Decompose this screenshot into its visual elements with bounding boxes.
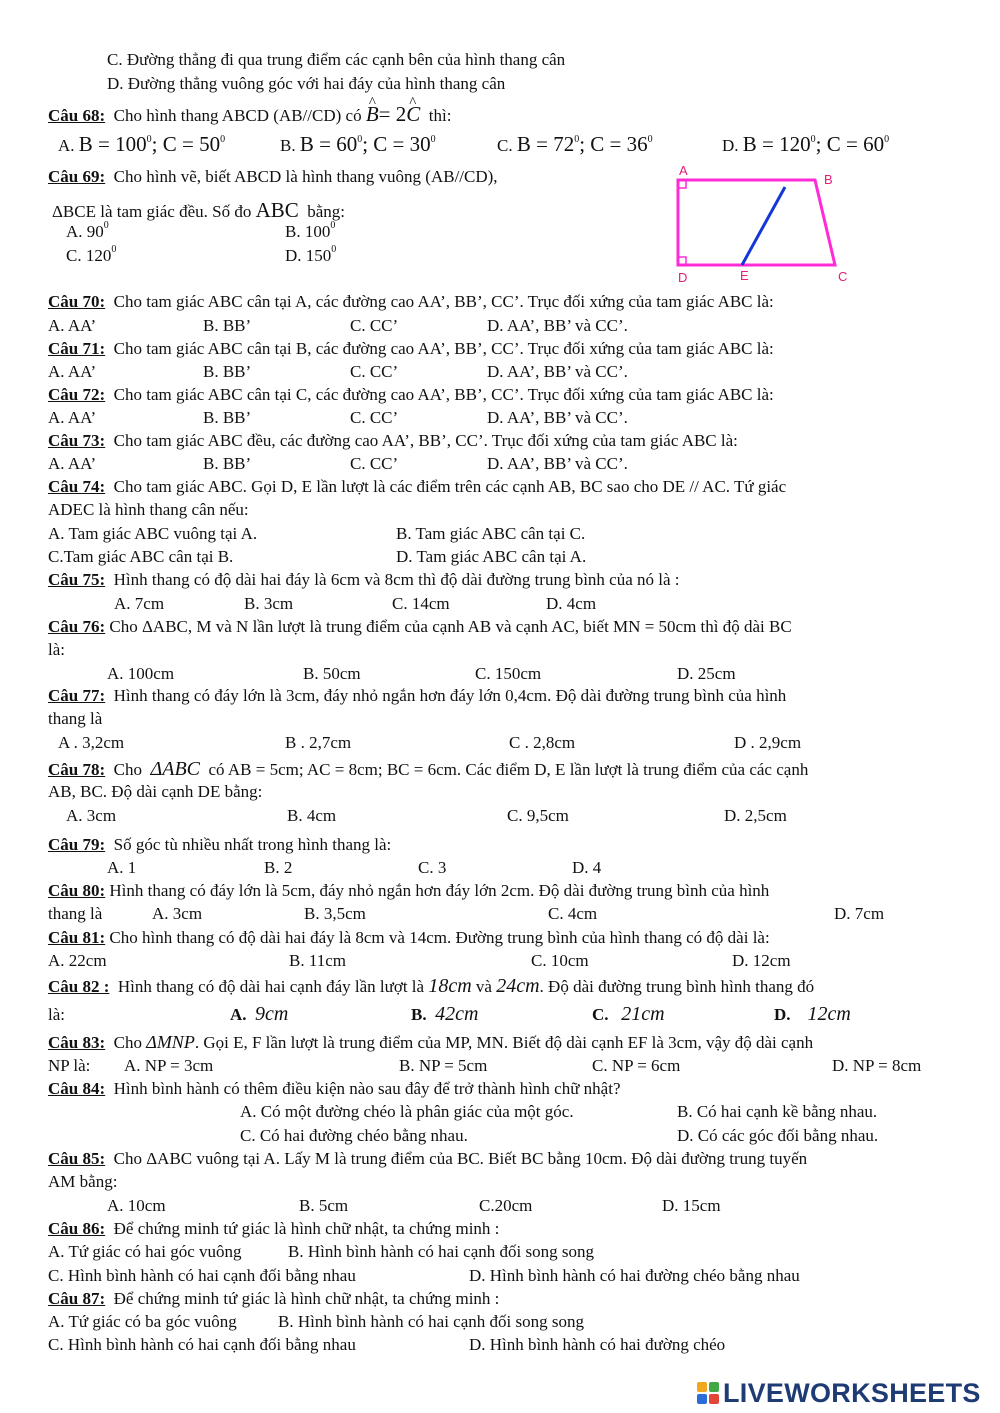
math-angle: ABC — [255, 198, 299, 222]
answer-value: B = 72 — [516, 132, 575, 156]
answer-b[interactable]: B. BB’ — [203, 454, 252, 473]
question-label: Câu 82 : — [48, 977, 110, 996]
question-text: AM bằng: — [48, 1172, 118, 1191]
question-text: Hình thang có độ dài hai cạnh đáy lần lượt là — [117, 977, 425, 996]
answer-value: ; C = 36 — [579, 132, 648, 156]
answer-c[interactable]: C. 9,5cm — [507, 806, 569, 825]
question-text: có AB = 5cm; AC = 8cm; BC = 6cm. Các điểm D, E lần lượt là trung điểm của các cạnh — [208, 760, 809, 779]
answer-d[interactable]: D. 12cm — [732, 951, 791, 970]
answer-letter: C. — [592, 1005, 609, 1024]
question-73 — [48, 431, 738, 451]
math-text: = 2 — [378, 102, 407, 126]
answer-c[interactable]: C. 4cm — [548, 904, 598, 923]
question-label: Câu 79: — [48, 835, 106, 854]
question-text: thang là — [48, 904, 103, 923]
answer-b[interactable]: B . 2,7cm — [285, 733, 352, 752]
question-text: Cho tam giác ABC cân tại C, các đường cao AA’, BB’, CC’. Trục đối xứng của tam giác ABC là: — [113, 385, 774, 404]
trapezoid-abcd — [678, 180, 835, 265]
question-84 — [48, 1079, 621, 1099]
label-a: A — [679, 163, 688, 178]
question-69 — [48, 167, 498, 187]
question-label: Câu 81: — [48, 928, 106, 947]
question-text: Cho ΔABC, M và N lần lượt là trung điểm của cạnh AB và cạnh AC, biết MN = 50cm thì độ dài BC — [109, 617, 792, 636]
question-label: Câu 83: — [48, 1033, 106, 1052]
answer-a[interactable]: A. 22cm — [48, 951, 107, 970]
question-label: Câu 80: — [48, 881, 106, 900]
answer-value: 12cm — [807, 1003, 851, 1025]
answer-d[interactable]: D. AA’, BB’ và CC’. — [487, 362, 628, 381]
answer-c[interactable] — [497, 134, 653, 156]
answer-c[interactable]: C. CC’ — [350, 316, 399, 335]
logo-tile — [709, 1394, 719, 1404]
question-label: Câu 76: — [48, 617, 106, 636]
answer-b[interactable]: B. 3cm — [244, 594, 294, 613]
question-text: Hình thang có đáy lớn là 3cm, đáy nhỏ ngắn hơn đáy lớn 0,4cm. Độ dài đường trung bình của hình — [113, 686, 787, 705]
answer-b[interactable]: B. BB’ — [203, 362, 252, 381]
math-value: 18cm — [428, 975, 472, 997]
answer-d[interactable]: D. 2,5cm — [724, 806, 787, 825]
answer-c[interactable]: C. $120^0$ — [66, 244, 117, 265]
question-text: là: — [48, 1005, 65, 1024]
answer-b[interactable]: B. Tam giác ABC cân tại C. — [396, 524, 586, 543]
question-text: . Độ dài đường trung bình hình thang đó — [539, 977, 815, 996]
answer-a[interactable]: A. 100cm — [107, 664, 175, 683]
question-label: Câu 86: — [48, 1219, 106, 1238]
math-angle: ^ B — [366, 104, 379, 124]
question-72 — [48, 385, 774, 405]
answer-c[interactable]: C . 2,8cm — [509, 733, 576, 752]
question-label: Câu 72: — [48, 385, 106, 404]
answer-a[interactable]: A. 1 — [107, 858, 137, 877]
trapezoid-figure — [670, 160, 860, 290]
answer-c[interactable]: C. CC’ — [350, 454, 399, 473]
question-label: Câu 74: — [48, 477, 106, 496]
question-label: Câu 87: — [48, 1289, 106, 1308]
question-text: Cho tam giác ABC cân tại A, các đường cao AA’, BB’, CC’. Trục đối xứng của tam giác ABC là: — [113, 292, 774, 311]
answer-b[interactable]: B. 2 — [264, 858, 293, 877]
answer-a[interactable]: A. 10cm — [107, 1196, 166, 1215]
answer-letter: D. — [722, 136, 739, 155]
answer-b[interactable] — [411, 1004, 478, 1025]
question-text: Để chứng minh tứ giác là hình chữ nhật, ta chứng minh : — [113, 1289, 500, 1308]
math-value: 24cm — [496, 975, 540, 997]
answer-c[interactable]: C. 14cm — [392, 594, 450, 613]
degree: 0 — [430, 134, 436, 145]
question-text: . Gọi E, F lần lượt là trung điểm của MP, MN. Biết độ dài cạnh EF là 3cm, vậy độ dài cạnh — [194, 1033, 814, 1052]
question-label: Câu 75: — [48, 570, 106, 589]
answer-c[interactable]: C. CC’ — [350, 408, 399, 427]
label-e: E — [740, 268, 749, 283]
answer-d[interactable]: D. 7cm — [834, 904, 885, 923]
degree: 0 — [103, 220, 109, 231]
answer-c[interactable]: C. 10cm — [531, 951, 589, 970]
degree: 0 — [574, 134, 580, 145]
question-label: Câu 77: — [48, 686, 106, 705]
answer-d[interactable] — [774, 1004, 851, 1025]
answer-a[interactable]: A. Tứ giác có ba góc vuông — [48, 1312, 237, 1331]
answer-c[interactable]: C. 150cm — [475, 664, 542, 683]
answer-d[interactable]: D. AA’, BB’ và CC’. — [487, 408, 628, 427]
question-label: Câu 73: — [48, 431, 106, 450]
degree: 0 — [330, 220, 336, 231]
question-87 — [48, 1289, 499, 1309]
answer-letter: D. — [774, 1005, 791, 1024]
question-79 — [48, 835, 391, 855]
answer-letter: B. — [411, 1005, 427, 1024]
answer-value: B = 100 — [78, 132, 147, 156]
answer-value: ; C = 30 — [362, 132, 431, 156]
answer-letter: B. — [280, 136, 296, 155]
math-angle: ^ C — [406, 104, 420, 124]
logo-tile — [697, 1382, 707, 1392]
answer-value: 9cm — [255, 1003, 289, 1025]
degree: 0 — [146, 134, 152, 145]
answer-a[interactable] — [230, 1004, 288, 1025]
option-line: D. Đường thẳng vuông góc với hai đáy của hình thang cân — [107, 74, 506, 93]
answer-value: 21cm — [621, 1003, 665, 1025]
math-triangle: ΔABC — [150, 758, 201, 780]
degree: 0 — [220, 134, 226, 145]
question-label: Câu 84: — [48, 1079, 106, 1098]
answer-d[interactable]: D. AA’, BB’ và CC’. — [487, 316, 628, 335]
degree: 0 — [357, 134, 363, 145]
question-text: thang là — [48, 709, 103, 728]
answer-c[interactable]: C. NP = 6cm — [592, 1056, 681, 1075]
answer-b[interactable]: B. BB’ — [203, 316, 252, 335]
question-text: ΔBCE là tam giác đều. Số đo — [52, 202, 252, 221]
question-label: Câu 69: — [48, 167, 106, 186]
answer-a[interactable]: A. AA’ — [48, 316, 97, 335]
answer-a[interactable]: A. Có một đường chéo là phân giác của một góc. — [240, 1102, 574, 1121]
answer-a[interactable]: A. NP = 3cm — [124, 1056, 214, 1075]
answer-d[interactable]: D. AA’, BB’ và CC’. — [487, 454, 628, 473]
brand-name: LIVEWORKSHEETS — [723, 1377, 981, 1408]
degree: 0 — [111, 244, 117, 255]
answer-d[interactable]: D. Hình bình hành có hai đường chéo bằng nhau — [469, 1266, 800, 1285]
answer-a[interactable]: A . 3,2cm — [58, 733, 125, 752]
question-70 — [48, 292, 774, 312]
answer-value: 42cm — [435, 1003, 479, 1025]
question-text: AB, BC. Độ dài cạnh DE bằng: — [48, 782, 263, 801]
answer-a[interactable]: A. 7cm — [114, 594, 165, 613]
question-text: Cho hình vẽ, biết ABCD là hình thang vuông (AB//CD), — [113, 167, 498, 186]
degree: 0 — [810, 134, 816, 145]
question-86 — [48, 1219, 499, 1239]
answer-b[interactable]: B. 11cm — [289, 951, 346, 970]
question-83 — [48, 1032, 813, 1053]
label-d: D — [678, 270, 688, 285]
answer-d[interactable]: D. NP = 8cm — [832, 1056, 922, 1075]
degree: 0 — [884, 134, 890, 145]
question-text: Cho — [113, 760, 142, 779]
answer-a[interactable] — [58, 134, 225, 156]
question-text: NP là: — [48, 1056, 91, 1075]
question-82 — [48, 976, 814, 997]
question-label: Câu 71: — [48, 339, 106, 358]
question-85 — [48, 1149, 807, 1169]
answer-c[interactable]: C. Hình bình hành có hai cạnh đối bằng nhau — [48, 1335, 356, 1354]
answer-b[interactable]: B. Hình bình hành có hai cạnh đối song song — [288, 1242, 594, 1261]
question-74 — [48, 477, 786, 497]
answer-d[interactable]: D. $150^0$ — [285, 244, 337, 265]
answer-c[interactable]: C. 3 — [418, 858, 447, 877]
question-text: Hình thang có độ dài hai đáy là 6cm và 8cm thì độ dài đường trung bình của nó là : — [113, 570, 680, 589]
question-label: Câu 85: — [48, 1149, 106, 1168]
answer-value: ; C = 60 — [815, 132, 885, 156]
question-text: Cho tam giác ABC cân tại B, các đường cao AA’, BB’, CC’. Trục đối xứng của tam giác ABC là: — [113, 339, 774, 358]
answer-d[interactable]: D. Có các góc đối bằng nhau. — [677, 1126, 879, 1145]
answer-value: ; C = 50 — [151, 132, 221, 156]
question-text: Hình thang có đáy lớn là 5cm, đáy nhỏ ngắn hơn đáy lớn 2cm. Độ dài đường trung bình của hình — [109, 881, 770, 900]
question-text: Để chứng minh tứ giác là hình chữ nhật, ta chứng minh : — [113, 1219, 500, 1238]
logo-tiles-icon — [697, 1382, 719, 1404]
answer-a[interactable]: A. Tam giác ABC vuông tại A. — [48, 524, 258, 543]
question-69-line2 — [52, 200, 345, 222]
question-text: bằng: — [307, 202, 346, 221]
question-label: Câu 68: — [48, 106, 106, 125]
question-text: Cho hình thang ABCD (AB//CD) có — [113, 106, 362, 125]
answer-a[interactable]: A. AA’ — [48, 454, 97, 473]
answer-value: B = 120 — [742, 132, 811, 156]
question-text: Cho tam giác ABC. Gọi D, E lần lượt là các điểm trên các cạnh AB, BC sao cho DE // AC. Tứ giác — [113, 477, 787, 496]
degree: 0 — [331, 244, 337, 255]
logo-tile — [697, 1394, 707, 1404]
answer-b[interactable]: B. 50cm — [303, 664, 361, 683]
answer-a[interactable]: A. Tứ giác có hai góc vuông — [48, 1242, 242, 1261]
question-77 — [48, 686, 786, 706]
question-76 — [48, 617, 792, 637]
answer-b[interactable]: B. $100^0$ — [285, 220, 336, 241]
question-text: Hình bình hành có thêm điều kiện nào sau đây để trở thành hình chữ nhật? — [113, 1079, 621, 1098]
answer-c[interactable]: C. Hình bình hành có hai cạnh đối bằng nhau — [48, 1266, 356, 1285]
answer-c[interactable]: C.Tam giác ABC cân tại B. — [48, 547, 234, 566]
question-text: Cho — [113, 1033, 142, 1052]
answer-value: B = 60 — [299, 132, 358, 156]
label-c: C — [838, 269, 848, 284]
question-text: Cho hình thang có độ dài hai đáy là 8cm và 14cm. Đường trung bình của hình thang có độ dài là: — [109, 928, 770, 947]
answer-b[interactable] — [280, 134, 436, 156]
answer-d[interactable] — [722, 134, 889, 156]
answer-d[interactable]: D. Hình bình hành có hai đường chéo — [469, 1335, 726, 1354]
question-68 — [48, 104, 451, 126]
question-81 — [48, 928, 770, 948]
question-text: Cho ΔABC vuông tại A. Lấy M là trung điểm của BC. Biết BC bằng 10cm. Độ dài đường trung tuyến — [113, 1149, 808, 1168]
answer-d[interactable]: D. 4 — [572, 858, 602, 877]
question-71 — [48, 339, 774, 359]
answer-a[interactable]: A. AA’ — [48, 362, 97, 381]
question-80 — [48, 881, 769, 901]
answer-c[interactable] — [592, 1004, 665, 1025]
question-75 — [48, 570, 680, 590]
answer-b[interactable]: B. 3,5cm — [304, 904, 366, 923]
question-label: Câu 78: — [48, 760, 106, 779]
answer-a[interactable]: A. 3cm — [152, 904, 203, 923]
question-label: Câu 70: — [48, 292, 106, 311]
answer-c[interactable]: C.20cm — [479, 1196, 533, 1215]
question-text: ADEC là hình thang cân nếu: — [48, 500, 249, 519]
question-text: Số góc tù nhiều nhất trong hình thang là: — [113, 835, 392, 854]
question-text: và — [475, 977, 492, 996]
answer-d[interactable]: D . 2,9cm — [734, 733, 802, 752]
logo-tile — [709, 1382, 719, 1392]
option-line: C. Đường thẳng đi qua trung điểm các cạnh bên của hình thang cân — [107, 50, 566, 69]
answer-b[interactable]: B. BB’ — [203, 408, 252, 427]
label-b: B — [824, 172, 833, 187]
answer-letter: A. — [230, 1005, 247, 1024]
question-text: thì: — [428, 106, 452, 125]
segment-be — [742, 187, 785, 265]
answer-d[interactable]: D. Tam giác ABC cân tại A. — [396, 547, 587, 566]
answer-c[interactable]: C. Có hai đường chéo bằng nhau. — [240, 1126, 468, 1145]
degree: 0 — [647, 134, 653, 145]
answer-b[interactable]: B. NP = 5cm — [399, 1056, 488, 1075]
answer-a[interactable]: A. AA’ — [48, 408, 97, 427]
answer-letter: C. — [497, 136, 513, 155]
answer-b[interactable]: B. 5cm — [299, 1196, 349, 1215]
answer-d[interactable]: D. 25cm — [677, 664, 736, 683]
answer-a[interactable]: A. $90^0$ — [66, 220, 109, 241]
answer-d[interactable]: D. 4cm — [546, 594, 597, 613]
question-text: Cho tam giác ABC đều, các đường cao AA’, BB’, CC’. Trục đối xứng của tam giác ABC là: — [113, 431, 738, 450]
question-78 — [48, 759, 808, 780]
answer-a[interactable]: A. 3cm — [66, 806, 117, 825]
answer-b[interactable]: B. 4cm — [287, 806, 337, 825]
answer-d[interactable]: D. 15cm — [662, 1196, 721, 1215]
answer-b[interactable]: B. Có hai cạnh kề bằng nhau. — [677, 1102, 878, 1121]
answer-letter: A. — [58, 136, 75, 155]
answer-c[interactable]: C. CC’ — [350, 362, 399, 381]
answer-b[interactable]: B. Hình bình hành có hai cạnh đối song song — [278, 1312, 584, 1331]
question-text: là: — [48, 640, 65, 659]
liveworksheets-logo — [697, 1378, 981, 1408]
math-triangle: ΔMNP — [146, 1032, 195, 1052]
